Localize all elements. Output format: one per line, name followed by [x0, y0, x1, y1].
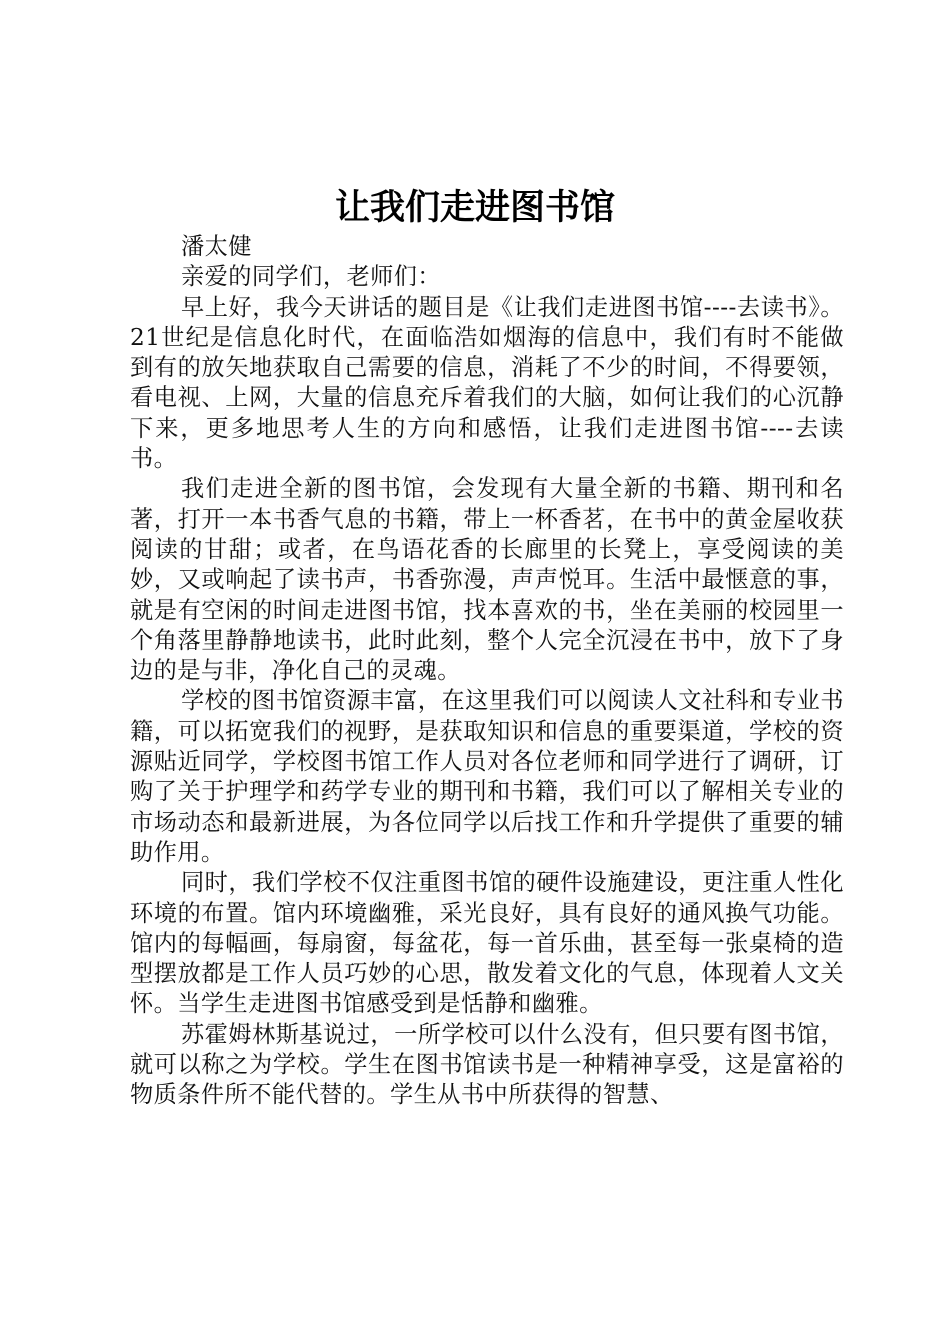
greeting-line: 亲爱的同学们，老师们：: [181, 263, 442, 291]
paragraph: 学校的图书馆资源丰富，在这里我们可以阅读人文社科和专业书籍，可以拓宽我们的视野，是获取知识和信息的重要渠道，学校的资源贴近同学，学校图书馆工作人员对各位老师和同学进行了调研，订购了关于护理学和药学专业的期刊和书籍，我们可以了解相关专业的市场动态和最新进展，为各位同学以后找工作和升学提供了重要的辅助作用。: [130, 687, 844, 866]
paragraph: 早上好，我今天讲话的题目是《让我们走进图书馆----去读书》。21世纪是信息化时代，在面临浩如烟海的信息中，我们有时不能做到有的放矢地获取自己需要的信息，消耗了不少的时间，不得要领，看电视、上网，大量的信息充斥着我们的大脑，如何让我们的心沉静下来，更多地思考人生的方向和感悟，让我们走进图书馆----去读书。: [130, 293, 844, 473]
document-title: 让我们走进图书馆: [334, 188, 615, 228]
paragraph: 同时，我们学校不仅注重图书馆的硬件设施建设，更注重人性化环境的布置。馆内环境幽雅，采光良好，具有良好的通风换气功能。馆内的每幅画，每扇窗，每盆花，每一首乐曲，甚至每一张桌椅的造型摆放都是工作人员巧妙的心思，散发着文化的气息，体现着人文关怀。当学生走进图书馆感受到是恬静和幽雅。: [130, 869, 844, 1018]
paragraph: 苏霍姆林斯基说过，一所学校可以什么没有，但只要有图书馆，就可以称之为学校。学生在图书馆读书是一种精神享受，这是富裕的物质条件所不能代替的。学生从书中所获得的智慧、: [130, 1020, 844, 1109]
author-line: 潘太健: [181, 233, 252, 260]
paragraph: 我们走进全新的图书馆，会发现有大量全新的书籍、期刊和名著，打开一本书香气息的书籍，带上一杯香茗，在书中的黄金屋收获阅读的甘甜；或者，在鸟语花香的长廊里的长凳上，享受阅读的美妙，又或响起了读书声，书香弥漫，声声悦耳。生活中最惬意的事，就是有空闲的时间走进图书馆，找本喜欢的书，坐在美丽的校园里一个角落里静静地读书，此时此刻，整个人完全沉浸在书中，放下了身边的是与非，净化自己的灵魂。: [130, 475, 844, 685]
document-body: [130, 232, 844, 1111]
